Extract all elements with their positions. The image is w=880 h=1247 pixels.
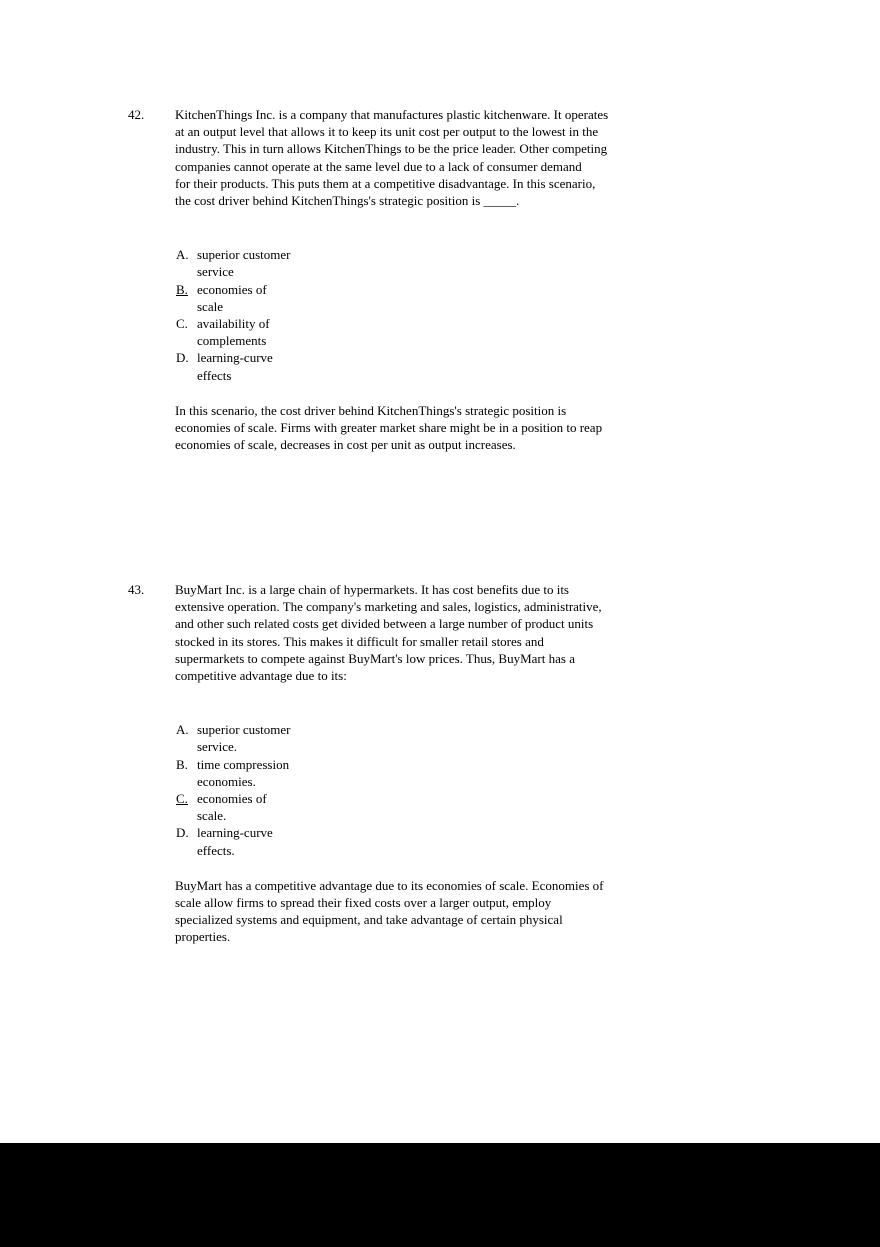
option-b (176, 281, 715, 315)
option-d (176, 349, 715, 383)
option-text-line: superior customer (197, 722, 291, 738)
question-text-line: and other such related costs get divided between a large number of product units (175, 616, 594, 632)
option-text-line: superior customer (197, 247, 291, 263)
option-text-line: learning-curve (197, 350, 273, 366)
options-list (175, 246, 715, 384)
question-text-line: supermarkets to compete against BuyMart's low prices. Thus, BuyMart has a (175, 650, 575, 666)
option-letter: C. (176, 791, 188, 807)
question-body (175, 581, 715, 946)
explanation-line: economies of scale, decreases in cost per unit as output increases. (175, 437, 516, 453)
option-text (197, 721, 291, 755)
question-body (175, 106, 715, 453)
question-text-line: extensive operation. The company's marketing and sales, logistics, administrative, (175, 599, 602, 615)
option-letter: C. (176, 316, 188, 332)
option-text-line: effects (197, 367, 232, 383)
option-text-line: service. (197, 739, 238, 755)
options-list (175, 721, 715, 859)
question-number: 43. (128, 582, 145, 597)
option-text (197, 824, 273, 858)
question-text (175, 581, 715, 684)
option-text (197, 246, 291, 280)
question-text-line: industry. This in turn allows KitchenThings to be the price leader. Other competing (175, 141, 608, 157)
explanation-line: BuyMart has a competitive advantage due to its economies of scale. Economies of (175, 877, 604, 893)
explanation-line: specialized systems and equipment, and take advantage of certain physical (175, 912, 563, 928)
option-text-line: availability of (197, 316, 270, 332)
option-text-line: complements (197, 333, 267, 349)
option-letter: D. (176, 825, 189, 841)
question-text-line: companies cannot operate at the same level due to a lack of consumer demand (175, 158, 582, 174)
option-b (176, 756, 715, 790)
option-text-line: scale. (197, 808, 227, 824)
question-text-line: KitchenThings Inc. is a company that manufactures plastic kitchenware. It operates (175, 107, 609, 122)
option-letter: D. (176, 350, 189, 366)
explanation (175, 402, 715, 454)
option-text-line: economies of (197, 281, 267, 297)
explanation-line: economies of scale. Firms with greater market share might be in a position to reap (175, 420, 603, 436)
option-a (176, 721, 715, 755)
option-c (176, 790, 715, 824)
option-letter: B. (176, 281, 188, 297)
option-c (176, 315, 715, 349)
question-text-line: stocked in its stores. This makes it difficult for smaller retail stores and (175, 633, 544, 649)
option-text (197, 315, 270, 349)
option-text-line: service (197, 264, 234, 280)
option-text-line: scale (197, 298, 223, 314)
option-text (197, 790, 267, 824)
option-text (197, 281, 267, 315)
option-text-line: effects. (197, 842, 235, 858)
explanation-line: scale allow firms to spread their fixed costs over a larger output, employ (175, 895, 552, 911)
explanation (175, 877, 715, 946)
question-text-line: BuyMart Inc. is a large chain of hypermarkets. It has cost benefits due to its (175, 582, 569, 597)
option-text (197, 349, 273, 383)
explanation-line: properties. (175, 929, 231, 945)
question-text-line: at an output level that allows it to keep its unit cost per output to the lowest in the (175, 124, 599, 140)
question-number: 42. (128, 107, 145, 122)
option-text-line: time compression (197, 756, 290, 772)
black-footer-band (0, 1143, 880, 1247)
question-43 (128, 581, 715, 946)
question-text-line: the cost driver behind KitchenThings's strategic position is _____. (175, 193, 520, 209)
option-letter: A. (176, 722, 189, 738)
option-text (197, 756, 289, 790)
option-text-line: economies of (197, 791, 267, 807)
question-text (175, 106, 715, 209)
option-d (176, 824, 715, 858)
option-text-line: economies. (197, 773, 256, 789)
question-42 (128, 106, 715, 453)
explanation-line: In this scenario, the cost driver behind KitchenThings's strategic position is (175, 402, 567, 418)
question-text-line: for their products. This puts them at a competitive disadvantage. In this scenario, (175, 175, 596, 191)
question-text-line: competitive advantage due to its: (175, 668, 347, 684)
option-text-line: learning-curve (197, 825, 273, 841)
option-letter: B. (176, 756, 188, 772)
option-letter: A. (176, 247, 189, 263)
option-a (176, 246, 715, 280)
